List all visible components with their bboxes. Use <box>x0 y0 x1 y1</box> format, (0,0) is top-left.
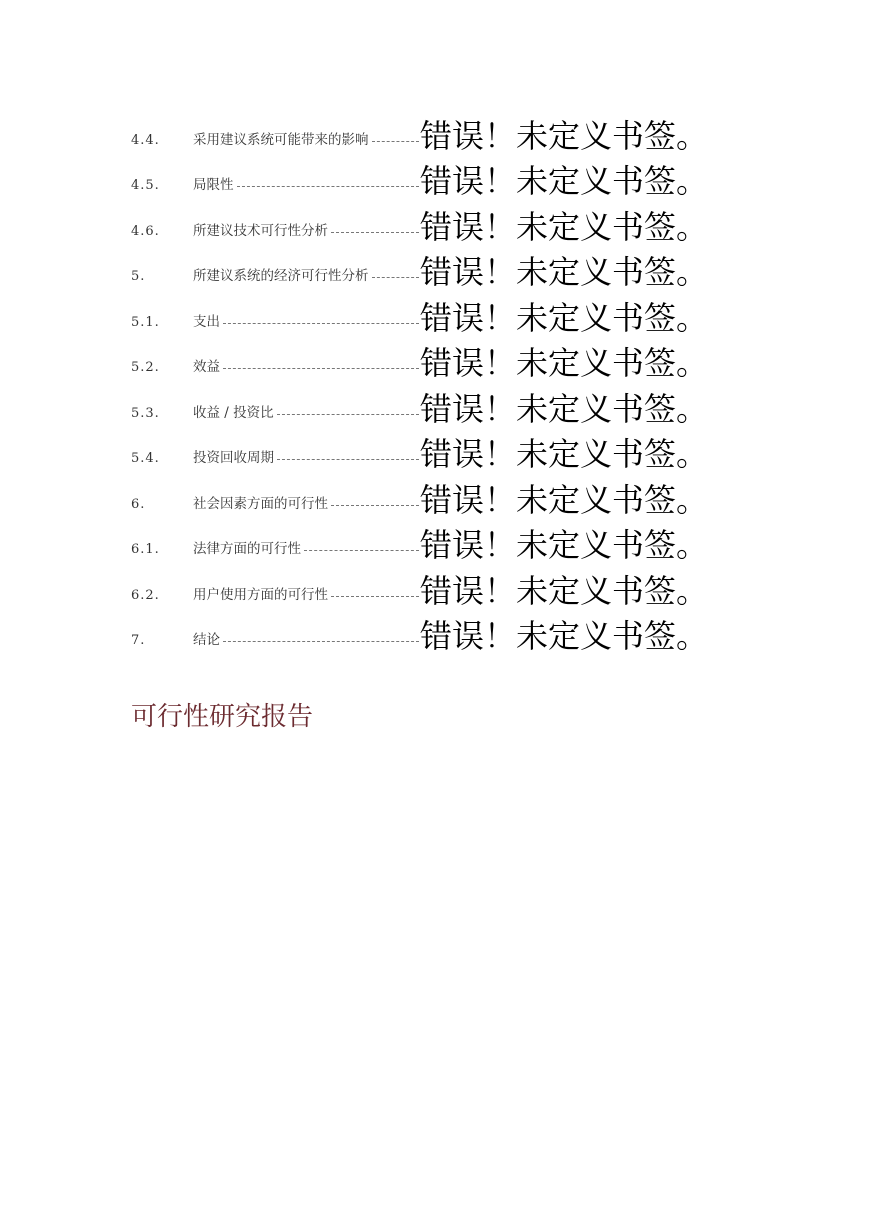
toc-entry[interactable] <box>0 199 869 245</box>
bookmark-error-text: 错误！未定义书签。 <box>420 253 709 291</box>
toc-leader <box>237 186 420 187</box>
bookmark-error-text: 错误！未定义书签。 <box>420 526 709 564</box>
toc-entry[interactable] <box>0 518 869 564</box>
toc-entry-label: 效益 <box>193 359 220 375</box>
toc-entry-label: 采用建议系统可能带来的影响 <box>193 131 369 148</box>
bookmark-error-text: 错误！未定义书签。 <box>420 389 709 428</box>
toc-entry-title <box>193 537 419 557</box>
toc-entry-title <box>193 310 419 330</box>
toc-entry-number: 7. <box>131 633 146 648</box>
toc-entry[interactable] <box>0 108 869 154</box>
toc-leader <box>223 641 419 642</box>
toc-entry-title <box>193 628 419 648</box>
toc-entry-label: 投资回收周期 <box>193 450 274 466</box>
toc-entry-label: 收益 / 投资比 <box>193 404 274 421</box>
toc-leader <box>277 414 419 415</box>
toc-leader <box>372 141 420 142</box>
toc-entry-title <box>193 173 419 193</box>
toc-entry-title <box>193 264 419 284</box>
toc-leader <box>277 459 419 460</box>
bookmark-error-text: 错误！未定义书签。 <box>420 344 709 382</box>
toc-entry-title <box>193 128 419 148</box>
toc-entry[interactable] <box>0 381 869 427</box>
toc-entry-number: 6.2. <box>131 587 160 603</box>
toc-entry-label: 结论 <box>193 632 220 648</box>
toc-leader <box>223 323 419 324</box>
toc-entry-title <box>193 401 419 421</box>
bookmark-error-text: 错误！未定义书签。 <box>420 298 709 337</box>
bookmark-error-text: 错误！未定义书签。 <box>420 207 709 246</box>
toc-entry-title <box>193 219 419 239</box>
bookmark-error-text: 错误！未定义书签。 <box>420 617 709 655</box>
toc-entry-number: 5.1. <box>131 314 160 330</box>
toc-entry[interactable] <box>0 427 869 473</box>
toc-entry-number: 4.5. <box>131 178 160 193</box>
toc-entry-number: 4.6. <box>131 223 160 239</box>
bookmark-error-text: 错误！未定义书签。 <box>420 480 709 519</box>
toc-entry[interactable] <box>0 336 869 382</box>
toc-entry-number: 4.4. <box>131 132 160 148</box>
document-heading: 可行性研究报告 <box>131 702 314 732</box>
toc-entry-label: 用户使用方面的可行性 <box>193 586 328 603</box>
toc-entry[interactable] <box>0 290 869 336</box>
bookmark-error-text: 错误！未定义书签。 <box>420 571 709 610</box>
toc-leader <box>372 277 420 278</box>
toc-entry-number: 6. <box>131 496 146 512</box>
toc-entry[interactable] <box>0 563 869 609</box>
toc-entry-title <box>193 492 419 512</box>
toc-entry[interactable] <box>0 154 869 200</box>
toc-entry-number: 5. <box>131 269 146 284</box>
toc-entry-label: 所建议系统的经济可行性分析 <box>193 268 369 284</box>
toc-entry-number: 6.1. <box>131 542 160 557</box>
toc-entry[interactable] <box>0 472 869 518</box>
toc-entry-title <box>193 583 419 603</box>
toc-entry-number: 5.3. <box>131 405 160 421</box>
toc-entry-label: 社会因素方面的可行性 <box>193 495 328 512</box>
toc-leader <box>331 505 419 506</box>
toc-entry[interactable] <box>0 245 869 291</box>
toc-leader <box>304 550 419 551</box>
bookmark-error-text: 错误！未定义书签。 <box>420 435 709 473</box>
bookmark-error-text: 错误！未定义书签。 <box>420 162 709 200</box>
bookmark-error-text: 错误！未定义书签。 <box>420 116 709 155</box>
toc-leader <box>223 368 419 369</box>
toc-entry-number: 5.2. <box>131 360 160 375</box>
toc-entry-label: 支出 <box>193 313 220 330</box>
toc-leader <box>331 596 419 597</box>
toc-entry-number: 5.4. <box>131 451 160 466</box>
toc-entry-label: 法律方面的可行性 <box>193 541 301 557</box>
toc-entry-label: 所建议技术可行性分析 <box>193 222 328 239</box>
toc-entry-title <box>193 446 419 466</box>
table-of-contents <box>0 108 869 654</box>
toc-entry-label: 局限性 <box>193 177 234 193</box>
toc-leader <box>331 232 419 233</box>
toc-entry[interactable] <box>0 609 869 655</box>
toc-entry-title <box>193 355 419 375</box>
